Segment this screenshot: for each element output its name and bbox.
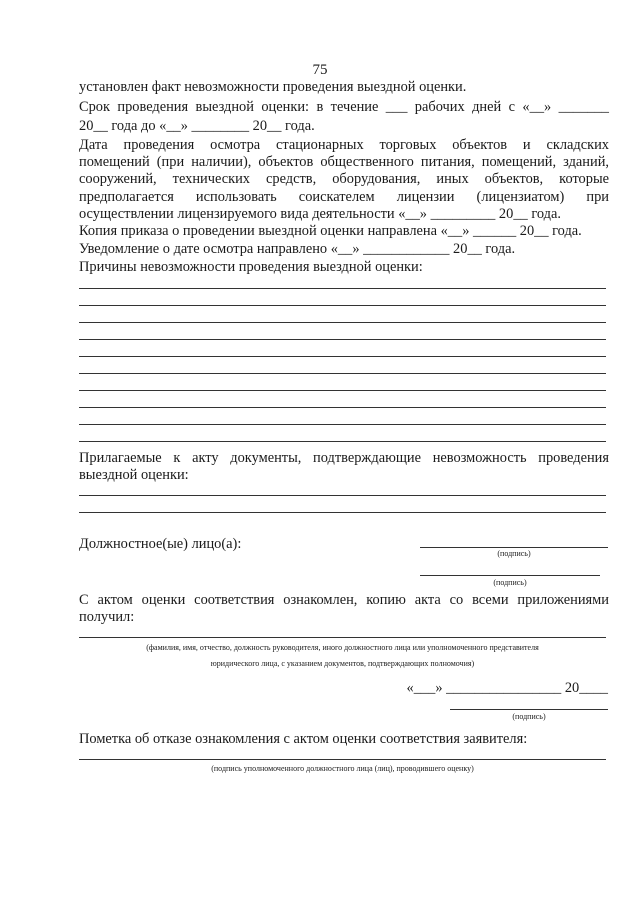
text-line-7: предполагается использовать соискателем лицензии (лицензиатом) при <box>79 189 609 205</box>
text-line-13: выездной оценки: <box>79 467 189 483</box>
text-line-6: сооружений, технических средств, оборудования, иных объектов, которые <box>79 171 609 187</box>
signature-line <box>420 547 608 548</box>
blank-line <box>79 407 606 408</box>
signature-line <box>420 575 600 576</box>
text-line-1: установлен факт невозможности проведения выездной оценки. <box>79 79 467 95</box>
refusal-signature-caption: (подпись уполномоченного должностного лица (лиц), проводившего оценку) <box>211 764 474 773</box>
fio-caption-2: юридического лица, с указанием документов, подтверждающих полномочия) <box>210 659 475 668</box>
officials-label: Должностное(ые) лицо(а): <box>79 536 242 552</box>
text-line-2: Срок проведения выездной оценки: в течение ___ рабочих дней с «__» _______ <box>79 99 609 115</box>
signature-caption: (подпись) <box>493 578 527 587</box>
blank-line <box>79 305 606 306</box>
text-line-3: 20__ года до «__» ________ 20__ года. <box>79 118 315 134</box>
blank-line <box>79 356 606 357</box>
blank-line <box>79 373 606 374</box>
text-line-11: Причины невозможности проведения выездной оценки: <box>79 259 423 275</box>
blank-line <box>79 339 606 340</box>
text-line-4: Дата проведения осмотра стационарных торговых объектов и складских <box>79 137 609 153</box>
blank-line <box>79 322 606 323</box>
blank-line <box>79 441 606 442</box>
blank-line <box>79 390 606 391</box>
date-field: «___» ________________ 20____ <box>406 680 608 696</box>
blank-line <box>79 512 606 513</box>
blank-line <box>79 759 606 760</box>
signature-caption: (подпись) <box>497 549 531 558</box>
text-line-10: Уведомление о дате осмотра направлено «__» ____________ 20__ года. <box>79 241 516 257</box>
blank-line <box>79 288 606 289</box>
text-line-9: Копия приказа о проведении выездной оценки направлена «__» ______ 20__ года. <box>79 223 582 239</box>
text-line-18: Пометка об отказе ознакомления с актом оценки соответствия заявителя: <box>79 731 528 747</box>
blank-line <box>79 495 606 496</box>
fio-caption-1: (фамилия, имя, отчество, должность руководителя, иного должностного лица или уполномоченного представителя <box>146 643 539 652</box>
text-line-12: Прилагаемые к акту документы, подтверждающие невозможность проведения <box>79 450 609 466</box>
signature-caption: (подпись) <box>512 712 546 721</box>
blank-line <box>79 424 606 425</box>
blank-line <box>79 637 606 638</box>
text-line-8: осуществлении лицензируемого вида деятельности «__» _________ 20__ года. <box>79 206 561 222</box>
text-line-15: С актом оценки соответствия ознакомлен, копию акта со всеми приложениями <box>79 592 609 608</box>
signature-line <box>450 709 608 710</box>
page-number: 75 <box>312 62 328 78</box>
text-line-5: помещений (при наличии), объектов общественного питания, помещений, зданий, <box>79 154 609 170</box>
text-line-16: получил: <box>79 609 135 625</box>
